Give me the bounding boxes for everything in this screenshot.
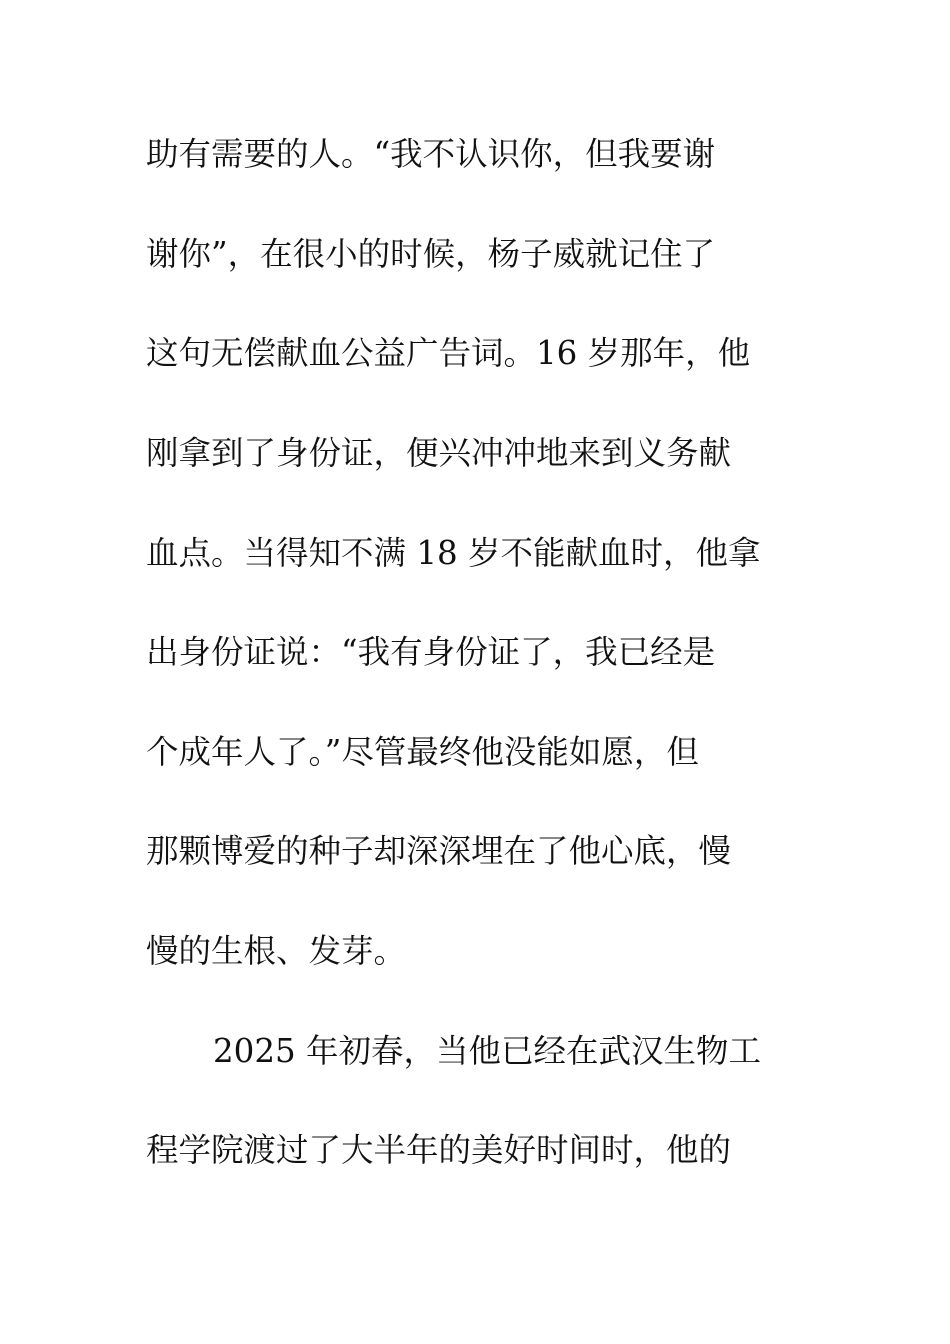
text-line: 那颗博爱的种子却深深埋在了他心底，慢 xyxy=(146,832,732,870)
text-line: 血点。当得知不满 18 岁不能献血时，他拿 xyxy=(146,534,761,572)
text-line: 程学院渡过了大半年的美好时间时，他的 xyxy=(146,1131,732,1169)
text-line: 谢你”，在很小的时候，杨子威就记住了 xyxy=(146,235,716,273)
paragraph-first-line: 2025 年初春，当他已经在武汉生物工 xyxy=(213,1032,762,1070)
text-line: 出身份证说：“我有身份证了，我已经是 xyxy=(146,633,716,671)
text-line: 这句无偿献血公益广告词。16 岁那年，他 xyxy=(146,334,751,372)
text-line: 刚拿到了身份证，便兴冲冲地来到义务献 xyxy=(146,434,732,472)
text-line: 个成年人了。”尽管最终他没能如愿，但 xyxy=(146,733,699,771)
text-line: 慢的生根、发芽。 xyxy=(146,932,407,970)
text-line: 助有需要的人。“我不认识你，但我要谢 xyxy=(146,135,716,173)
